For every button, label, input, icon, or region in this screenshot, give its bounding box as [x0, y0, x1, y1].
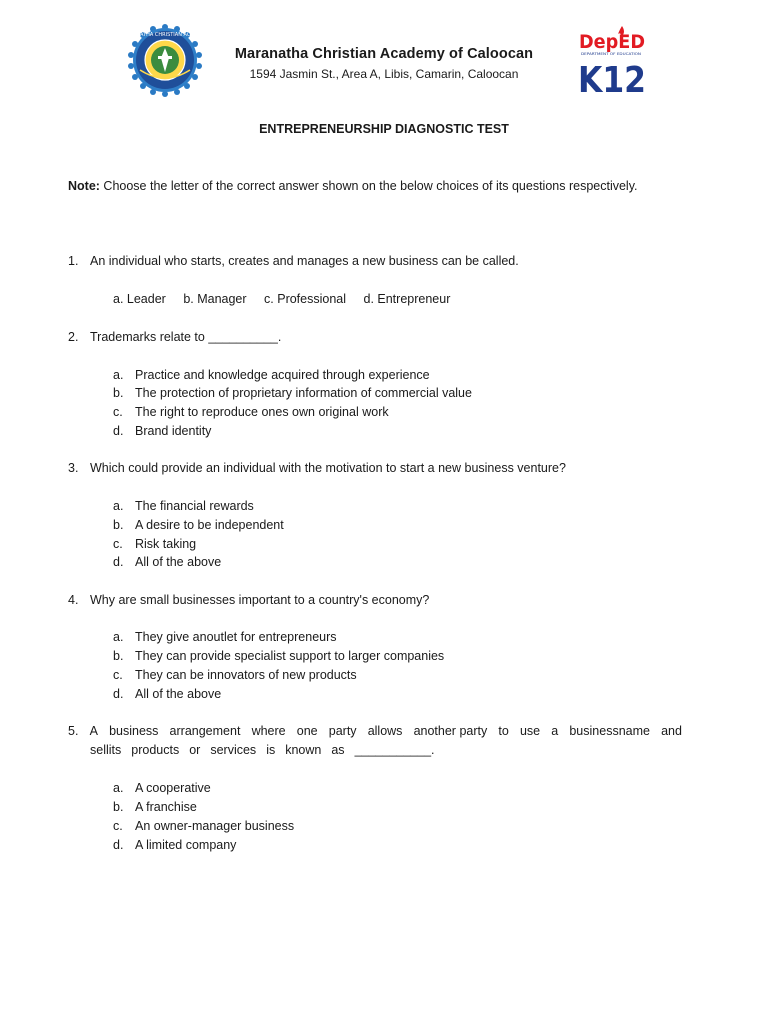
choice-b: b. Manager — [183, 292, 247, 306]
word: is — [266, 743, 276, 757]
choice-text: The financial rewards — [135, 499, 254, 513]
choice-d — [113, 424, 211, 438]
note-text: Choose the letter of the correct answer shown on the below choices of its questions respectively. — [99, 179, 638, 193]
question-3 — [68, 461, 566, 475]
choice-letter: d. — [113, 838, 124, 852]
choice-text: All of the above — [135, 687, 222, 701]
instructions-note — [68, 179, 638, 193]
question-5 — [68, 722, 682, 760]
choice-a: a. Leader — [113, 292, 166, 306]
choice-b — [113, 518, 284, 532]
word: A — [89, 724, 98, 738]
note-label: Note: — [68, 179, 100, 193]
deped-k12-logo — [576, 24, 648, 101]
choice-letter: b. — [113, 386, 124, 400]
word: allows — [367, 724, 403, 738]
choice-text: Practice and knowledge acquired through experience — [135, 368, 430, 382]
choice-letter: c. — [113, 668, 123, 682]
question-text-line-1 — [68, 722, 682, 741]
question-number: 2. — [68, 330, 79, 344]
word: where — [251, 724, 286, 738]
choice-b — [113, 649, 444, 663]
question-text-line-2 — [68, 741, 682, 760]
word: use — [519, 724, 541, 738]
choice-d: d. Entrepreneur — [363, 292, 451, 306]
choice-a — [113, 630, 337, 644]
deped-tagline: DEPARTMENT OF EDUCATION — [581, 52, 642, 56]
word: party — [328, 724, 357, 738]
word: businessname — [569, 724, 650, 738]
word: or — [189, 743, 201, 757]
word: and — [661, 724, 682, 738]
choice-b — [113, 386, 472, 400]
choice-text: A cooperative — [135, 781, 211, 795]
word: business — [109, 724, 159, 738]
choice-c: c. Professional — [264, 292, 347, 306]
choice-d — [113, 555, 221, 569]
question-text: Why are small businesses important to a country's economy? — [90, 593, 430, 607]
choice-letter: a. — [113, 630, 124, 644]
question-number: 4. — [68, 593, 79, 607]
choice-text: A limited company — [135, 838, 237, 852]
question-text: Trademarks relate to __________. — [90, 330, 282, 344]
choice-text: They can provide specialist support to larger companies — [135, 649, 445, 663]
question-number: 3. — [68, 461, 79, 475]
choice-d — [113, 838, 236, 852]
question-text: An individual who starts, creates and manages a new business can be called. — [90, 254, 519, 268]
question-text: Which could provide an individual with the motivation to start a new business venture? — [90, 461, 566, 475]
word: a — [551, 724, 559, 738]
choice-letter: d. — [113, 424, 124, 438]
choice-text: All of the above — [135, 555, 222, 569]
choice-text: Risk taking — [135, 537, 197, 551]
choice-letter: b. — [113, 518, 124, 532]
choice-letter: c. — [113, 819, 123, 833]
choice-text: A franchise — [135, 800, 197, 814]
choice-text: The right to reproduce ones own original work — [135, 405, 389, 419]
choice-a — [113, 499, 254, 513]
choice-letter: b. — [113, 649, 124, 663]
school-seal-text: MARANATHA CHRISTIAN ACADEMY — [121, 32, 209, 38]
question-1-choices — [113, 292, 464, 306]
choice-c — [113, 537, 196, 551]
answer-blank: ___________. — [354, 743, 435, 757]
choice-letter: b. — [113, 800, 124, 814]
choice-letter: a. — [113, 368, 124, 382]
word: products — [131, 743, 180, 757]
question-number: 1. — [68, 254, 79, 268]
question-number: 5. — [68, 724, 79, 738]
word: arrangement — [169, 724, 241, 738]
word: known — [285, 743, 322, 757]
choice-c — [113, 819, 294, 833]
choice-text: A desire to be independent — [135, 518, 284, 532]
school-name: Maranatha Christian Academy of Caloocan — [234, 46, 534, 62]
choice-letter: c. — [113, 537, 123, 551]
question-1 — [68, 254, 519, 268]
k12-text: K12 — [578, 60, 646, 101]
choice-letter: a. — [113, 781, 124, 795]
word: to — [498, 724, 509, 738]
word: as — [331, 743, 345, 757]
question-4 — [68, 593, 429, 607]
choice-c — [113, 668, 357, 682]
test-title: ENTREPRENEURSHIP DIAGNOSTIC TEST — [259, 122, 509, 136]
choice-b — [113, 800, 197, 814]
choice-c — [113, 405, 389, 419]
question-2 — [68, 330, 281, 344]
word: another party — [413, 724, 488, 738]
word: one — [296, 724, 318, 738]
choice-text: Brand identity — [135, 424, 212, 438]
choice-text: An owner-manager business — [135, 819, 295, 833]
word: sellits — [90, 743, 122, 757]
choice-letter: a. — [113, 499, 124, 513]
choice-letter: c. — [113, 405, 123, 419]
choice-text: They give anoutlet for entrepreneurs — [135, 630, 337, 644]
choice-text: They can be innovators of new products — [135, 668, 357, 682]
choice-letter: d. — [113, 687, 124, 701]
deped-word: DepED — [579, 31, 645, 53]
school-address: 1594 Jasmin St., Area A, Libis, Camarin, Caloocan — [249, 67, 519, 81]
word: services — [210, 743, 257, 757]
choice-a — [113, 781, 211, 795]
choice-letter: d. — [113, 555, 124, 569]
choice-text: The protection of proprietary information of commercial value — [135, 386, 472, 400]
choice-a — [113, 368, 430, 382]
choice-d — [113, 687, 221, 701]
